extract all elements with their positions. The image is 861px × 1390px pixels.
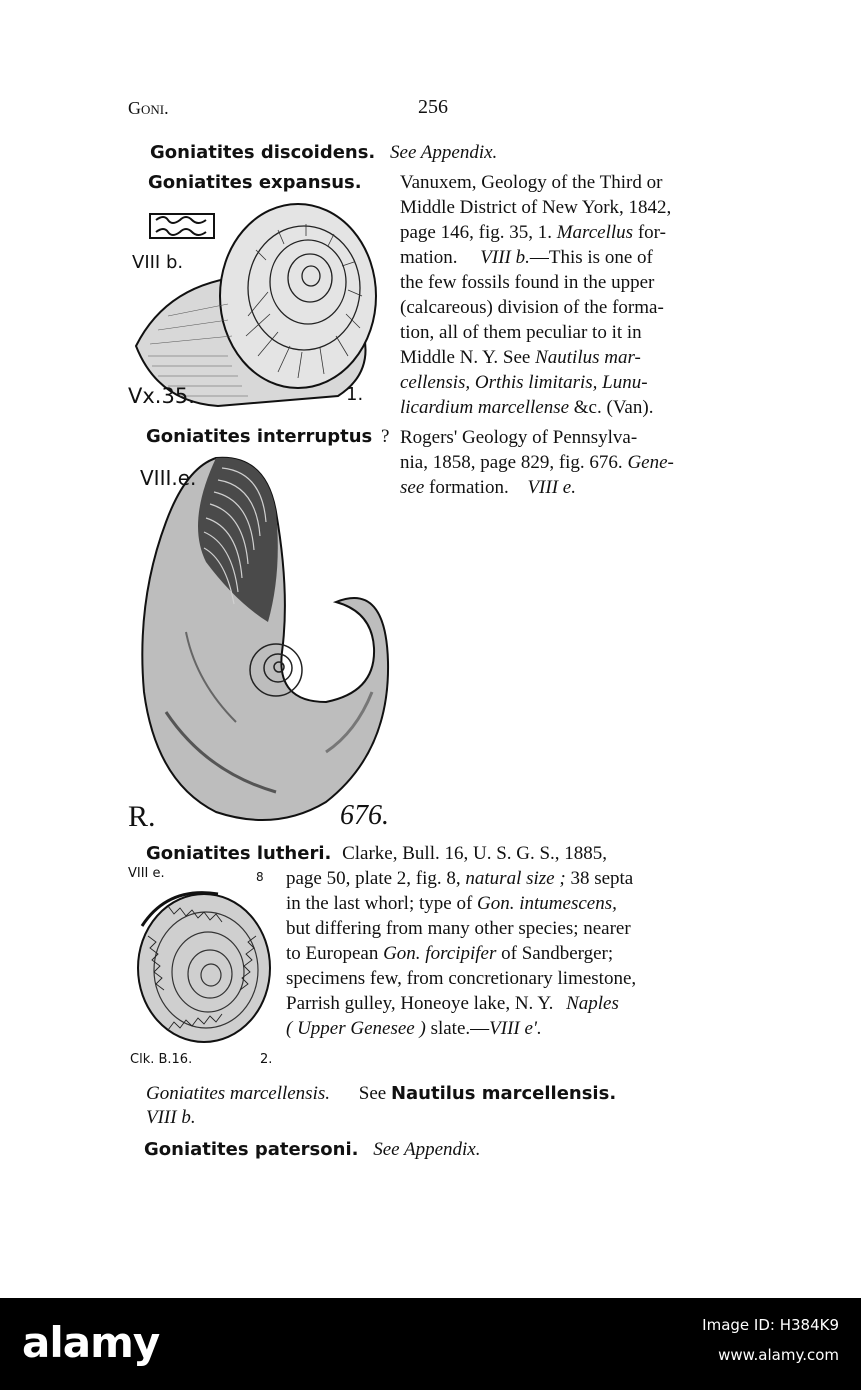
entry-marcellensis: Goniatites marcellensis. See Nautilus marcellensis. xyxy=(146,1083,617,1104)
ammonite-coiled-illustration xyxy=(128,866,278,1046)
figure-label-num: 676. xyxy=(340,800,389,831)
interruptus-line-1: Rogers' Geology of Pennsylva- xyxy=(400,427,638,448)
lutheri-line-5: to European Gon. forcipifer of Sandberger; xyxy=(286,943,614,964)
ammonite-side-illustration xyxy=(126,452,406,832)
entry-discoidens xyxy=(150,141,497,165)
expansus-line-8: Middle N. Y. See Nautilus mar- xyxy=(400,347,641,368)
expansus-line-4: mation. VIII b.—This is one of xyxy=(400,247,653,268)
expansus-line-2: Middle District of New York, 1842, xyxy=(400,197,672,218)
figure-label-fig: 8 xyxy=(256,870,264,884)
figure-lutheri xyxy=(128,866,278,1076)
watermark-image-id: Image ID: H384K9 xyxy=(702,1316,839,1334)
ammonite-illustration xyxy=(128,196,390,410)
expansus-line-6: (calcareous) division of the forma- xyxy=(400,297,664,318)
entry-name-expansus: Goniatites expansus. xyxy=(148,172,362,193)
figure-label-num: 1. xyxy=(346,384,364,405)
figure-expansus xyxy=(128,196,390,410)
page-number: 256 xyxy=(418,96,448,118)
figure-label-ref: Vx.35. xyxy=(128,384,195,408)
expansus-line-3: page 146, fig. 35, 1. Marcellus for- xyxy=(400,222,666,243)
expansus-line-7: tion, all of them peculiar to it in xyxy=(400,322,642,343)
expansus-line-5: the few fossils found in the upper xyxy=(400,272,655,293)
running-head: Goni. xyxy=(128,98,169,118)
entry-name-interruptus: Goniatites interruptus ? xyxy=(146,426,390,447)
marcellensis-zone: VIII b. xyxy=(146,1107,196,1128)
lutheri-line-1: Goniatites lutheri. Clarke, Bull. 16, U. S. G. S., 1885, xyxy=(146,843,608,864)
watermark-url: www.alamy.com xyxy=(718,1346,839,1364)
interruptus-line-3: see formation. VIII e. xyxy=(400,477,576,498)
figure-label-ref: Clk. B.16. xyxy=(130,1052,193,1067)
entry-patersoni: Goniatites patersoni. See Appendix. xyxy=(144,1139,481,1160)
entry-ref: See Appendix. xyxy=(390,142,498,163)
lutheri-line-3: in the last whorl; type of Gon. intumescens, xyxy=(286,893,617,914)
lutheri-line-7: Parrish gulley, Honeoye lake, N. Y. Naples xyxy=(286,993,619,1014)
entry-name: Goniatites discoidens. xyxy=(150,142,376,163)
lutheri-line-2: page 50, plate 2, fig. 8, natural size ; 38 septa xyxy=(286,868,634,889)
figure-label-zone: VIII.e. xyxy=(140,466,197,490)
figure-label-zone: VIII b. xyxy=(132,252,184,273)
figure-interruptus xyxy=(126,452,406,832)
figure-label-num: 2. xyxy=(260,1052,273,1067)
expansus-line-1: Vanuxem, Geology of the Third or xyxy=(400,172,663,193)
expansus-line-9: cellensis, Orthis limitaris, Lunu- xyxy=(400,372,648,393)
figure-label-ref: R. xyxy=(128,800,156,833)
figure-label-zone: VIII e. xyxy=(128,866,165,881)
interruptus-line-2: nia, 1858, page 829, fig. 676. Gene- xyxy=(400,452,674,473)
lutheri-line-4: but differing from many other species; nearer xyxy=(286,918,631,939)
lutheri-line-8: ( Upper Genesee ) slate.—VIII e'. xyxy=(286,1018,542,1039)
lutheri-line-6: specimens few, from concretionary limestone, xyxy=(286,968,637,989)
expansus-line-10: licardium marcellense &c. (Van). xyxy=(400,397,654,418)
watermark-logo: alamy xyxy=(22,1318,160,1367)
